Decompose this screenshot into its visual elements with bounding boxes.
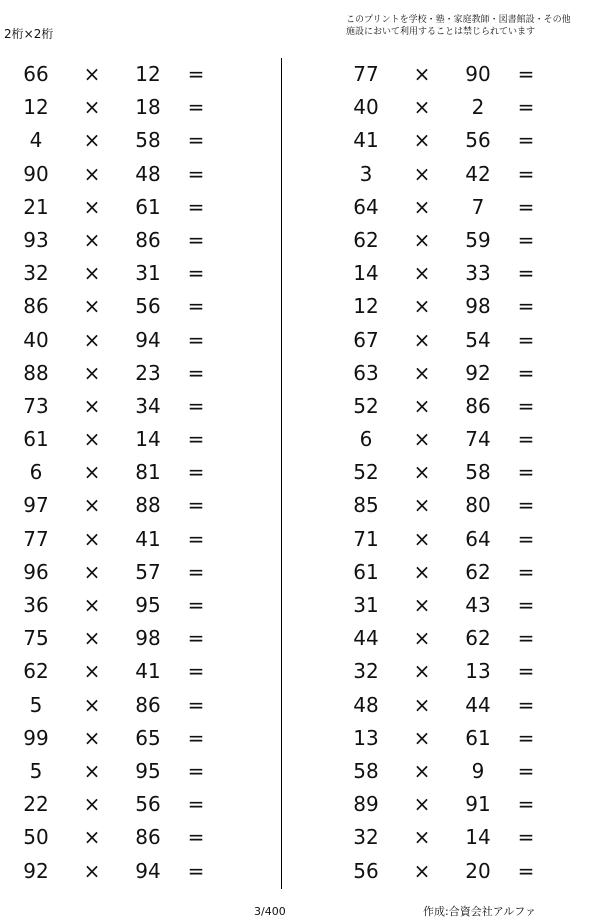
problem-row: [330, 788, 580, 821]
multiplicand: 96: [23, 559, 49, 584]
multiplier: 88: [135, 493, 161, 518]
problem-column-right: [330, 58, 580, 888]
times-sign: ×: [413, 393, 431, 418]
equals-sign: =: [187, 526, 205, 551]
usage-notice-line-1: このプリントを学校・塾・家庭教師・図書館設・その他: [346, 15, 571, 25]
multiplier: 61: [135, 194, 161, 219]
problem-row: [0, 689, 250, 722]
multiplicand: 48: [353, 692, 379, 717]
equals-sign: =: [187, 360, 205, 385]
equals-sign: =: [517, 294, 535, 319]
multiplicand: 52: [353, 460, 379, 485]
times-sign: ×: [83, 559, 101, 584]
multiplier: 90: [465, 62, 491, 86]
problem-row: [330, 290, 580, 323]
multiplicand: 77: [353, 62, 379, 86]
multiplicand: 21: [23, 194, 49, 219]
times-sign: ×: [83, 792, 101, 817]
multiplicand: 41: [353, 128, 379, 153]
times-sign: ×: [413, 460, 431, 485]
multiplier: 31: [135, 261, 161, 286]
multiplier: 48: [135, 161, 161, 186]
multiplier: 61: [465, 725, 491, 750]
times-sign: ×: [83, 659, 101, 684]
times-sign: ×: [83, 858, 101, 883]
equals-sign: =: [187, 858, 205, 883]
times-sign: ×: [83, 493, 101, 518]
multiplicand: 14: [353, 261, 379, 286]
times-sign: ×: [413, 62, 431, 86]
equals-sign: =: [187, 327, 205, 352]
problem-row: [330, 324, 580, 357]
problem-row: [330, 423, 580, 456]
problem-row: [330, 224, 580, 257]
times-sign: ×: [83, 393, 101, 418]
multiplier: 59: [465, 227, 491, 252]
times-sign: ×: [413, 858, 431, 883]
problem-row: [0, 191, 250, 224]
problem-row: [330, 58, 580, 91]
times-sign: ×: [413, 526, 431, 551]
problem-row: [330, 390, 580, 423]
times-sign: ×: [413, 725, 431, 750]
equals-sign: =: [517, 758, 535, 783]
equals-sign: =: [187, 758, 205, 783]
multiplicand: 13: [353, 725, 379, 750]
times-sign: ×: [83, 161, 101, 186]
multiplicand: 32: [353, 659, 379, 684]
worksheet-title: 2桁×2桁: [4, 27, 54, 41]
times-sign: ×: [413, 194, 431, 219]
times-sign: ×: [413, 593, 431, 617]
multiplier: 95: [135, 758, 161, 783]
times-sign: ×: [413, 128, 431, 153]
times-sign: ×: [413, 360, 431, 385]
times-sign: ×: [413, 327, 431, 352]
multiplicand: 31: [353, 593, 379, 617]
multiplier: 94: [135, 858, 161, 883]
equals-sign: =: [517, 327, 535, 352]
multiplier: 74: [465, 427, 491, 452]
problem-row: [0, 423, 250, 456]
multiplicand: 88: [23, 360, 49, 385]
multiplicand: 61: [353, 559, 379, 584]
times-sign: ×: [83, 360, 101, 385]
problem-row: [0, 224, 250, 257]
equals-sign: =: [187, 194, 205, 219]
multiplicand: 5: [29, 758, 43, 783]
multiplicand: 12: [23, 95, 49, 120]
multiplicand: 73: [23, 393, 49, 418]
equals-sign: =: [187, 825, 205, 850]
multiplicand: 62: [23, 659, 49, 684]
multiplier: 58: [135, 128, 161, 153]
multiplier: 94: [135, 327, 161, 352]
times-sign: ×: [83, 294, 101, 319]
problem-row: [0, 755, 250, 788]
multiplier: 56: [135, 294, 161, 319]
multiplier: 43: [465, 593, 491, 617]
multiplier: 56: [465, 128, 491, 153]
equals-sign: =: [187, 294, 205, 319]
multiplier: 86: [135, 692, 161, 717]
multiplicand: 71: [353, 526, 379, 551]
multiplier: 9: [471, 758, 485, 783]
multiplier: 86: [135, 825, 161, 850]
times-sign: ×: [83, 692, 101, 717]
multiplier: 18: [135, 95, 161, 120]
problem-row: [330, 357, 580, 390]
multiplicand: 86: [23, 294, 49, 319]
problem-row: [330, 655, 580, 688]
equals-sign: =: [187, 725, 205, 750]
multiplier: 56: [135, 792, 161, 817]
times-sign: ×: [83, 460, 101, 485]
problem-row: [330, 523, 580, 556]
equals-sign: =: [517, 725, 535, 750]
times-sign: ×: [413, 626, 431, 651]
multiplicand: 97: [23, 493, 49, 518]
equals-sign: =: [187, 427, 205, 452]
multiplicand: 44: [353, 626, 379, 651]
multiplicand: 4: [29, 128, 43, 153]
times-sign: ×: [83, 95, 101, 120]
multiplicand: 67: [353, 327, 379, 352]
equals-sign: =: [517, 526, 535, 551]
problem-row: [330, 124, 580, 157]
multiplier: 62: [465, 559, 491, 584]
problem-row: [0, 124, 250, 157]
equals-sign: =: [187, 559, 205, 584]
problem-row: [330, 556, 580, 589]
times-sign: ×: [413, 261, 431, 286]
equals-sign: =: [517, 161, 535, 186]
problem-row: [0, 523, 250, 556]
equals-sign: =: [187, 593, 205, 617]
multiplier: 7: [471, 194, 485, 219]
times-sign: ×: [413, 559, 431, 584]
multiplier: 23: [135, 360, 161, 385]
multiplier: 81: [135, 460, 161, 485]
multiplicand: 6: [359, 427, 373, 452]
equals-sign: =: [517, 261, 535, 286]
multiplier: 33: [465, 261, 491, 286]
problem-column-left: [0, 58, 250, 888]
multiplier: 14: [465, 825, 491, 850]
problem-row: [330, 191, 580, 224]
multiplier: 13: [465, 659, 491, 684]
problem-row: [0, 58, 250, 91]
times-sign: ×: [83, 825, 101, 850]
times-sign: ×: [413, 95, 431, 120]
equals-sign: =: [517, 128, 535, 153]
multiplier: 95: [135, 593, 161, 617]
multiplicand: 40: [23, 327, 49, 352]
multiplicand: 32: [23, 261, 49, 286]
multiplier: 80: [465, 493, 491, 518]
problem-row: [0, 489, 250, 522]
multiplier: 41: [135, 526, 161, 551]
times-sign: ×: [83, 626, 101, 651]
problem-row: [0, 788, 250, 821]
times-sign: ×: [83, 62, 101, 86]
times-sign: ×: [83, 526, 101, 551]
times-sign: ×: [83, 227, 101, 252]
problem-row: [330, 821, 580, 854]
problem-row: [0, 390, 250, 423]
multiplicand: 5: [29, 692, 43, 717]
multiplier: 14: [135, 427, 161, 452]
multiplier: 41: [135, 659, 161, 684]
equals-sign: =: [517, 825, 535, 850]
equals-sign: =: [517, 792, 535, 817]
multiplier: 62: [465, 626, 491, 651]
times-sign: ×: [83, 194, 101, 219]
times-sign: ×: [83, 261, 101, 286]
problem-row: [330, 91, 580, 124]
equals-sign: =: [187, 393, 205, 418]
equals-sign: =: [187, 62, 205, 86]
times-sign: ×: [83, 327, 101, 352]
multiplicand: 77: [23, 526, 49, 551]
multiplicand: 50: [23, 825, 49, 850]
times-sign: ×: [413, 825, 431, 850]
multiplicand: 6: [29, 460, 43, 485]
problem-row: [0, 722, 250, 755]
equals-sign: =: [187, 792, 205, 817]
multiplier: 64: [465, 526, 491, 551]
multiplicand: 90: [23, 161, 49, 186]
equals-sign: =: [517, 62, 535, 86]
multiplicand: 52: [353, 393, 379, 418]
times-sign: ×: [83, 758, 101, 783]
problem-row: [0, 290, 250, 323]
times-sign: ×: [413, 792, 431, 817]
equals-sign: =: [187, 659, 205, 684]
multiplier: 86: [135, 227, 161, 252]
multiplicand: 66: [23, 62, 49, 86]
multiplicand: 63: [353, 360, 379, 385]
page-number: 3/400: [254, 905, 286, 918]
multiplicand: 64: [353, 194, 379, 219]
problem-row: [330, 689, 580, 722]
equals-sign: =: [517, 692, 535, 717]
usage-notice: [346, 14, 571, 38]
times-sign: ×: [413, 294, 431, 319]
problem-row: [0, 821, 250, 854]
equals-sign: =: [187, 161, 205, 186]
multiplicand: 36: [23, 593, 49, 617]
problem-row: [0, 556, 250, 589]
equals-sign: =: [187, 460, 205, 485]
multiplier: 86: [465, 393, 491, 418]
equals-sign: =: [187, 227, 205, 252]
multiplier: 54: [465, 327, 491, 352]
equals-sign: =: [517, 95, 535, 120]
times-sign: ×: [83, 725, 101, 750]
problem-row: [330, 489, 580, 522]
multiplier: 12: [135, 62, 161, 86]
multiplier: 65: [135, 725, 161, 750]
publisher-credit: 作成:合資会社アルファ: [423, 905, 537, 918]
equals-sign: =: [187, 493, 205, 518]
problem-row: [0, 91, 250, 124]
multiplier: 91: [465, 792, 491, 817]
equals-sign: =: [187, 95, 205, 120]
problem-row: [330, 722, 580, 755]
problem-row: [0, 357, 250, 390]
problem-row: [330, 755, 580, 788]
multiplier: 98: [135, 626, 161, 651]
problem-row: [330, 622, 580, 655]
equals-sign: =: [517, 460, 535, 485]
usage-notice-line-2: 施設において利用することは禁じられています: [346, 27, 536, 37]
equals-sign: =: [517, 593, 535, 617]
problem-row: [330, 257, 580, 290]
problem-row: [0, 589, 250, 622]
times-sign: ×: [413, 758, 431, 783]
problem-row: [0, 456, 250, 489]
equals-sign: =: [517, 227, 535, 252]
multiplier: 57: [135, 559, 161, 584]
multiplicand: 58: [353, 758, 379, 783]
problem-row: [0, 257, 250, 290]
equals-sign: =: [187, 692, 205, 717]
multiplicand: 3: [359, 161, 373, 186]
multiplicand: 12: [353, 294, 379, 319]
multiplicand: 22: [23, 792, 49, 817]
problem-row: [330, 855, 580, 888]
problem-row: [0, 855, 250, 888]
problem-row: [0, 158, 250, 191]
problem-row: [0, 324, 250, 357]
multiplicand: 40: [353, 95, 379, 120]
multiplicand: 89: [353, 792, 379, 817]
multiplier: 92: [465, 360, 491, 385]
problem-row: [330, 456, 580, 489]
multiplier: 98: [465, 294, 491, 319]
equals-sign: =: [517, 427, 535, 452]
multiplicand: 56: [353, 858, 379, 883]
multiplicand: 61: [23, 427, 49, 452]
equals-sign: =: [517, 493, 535, 518]
equals-sign: =: [517, 393, 535, 418]
times-sign: ×: [83, 427, 101, 452]
times-sign: ×: [413, 227, 431, 252]
times-sign: ×: [413, 161, 431, 186]
multiplier: 34: [135, 393, 161, 418]
equals-sign: =: [517, 360, 535, 385]
multiplier: 58: [465, 460, 491, 485]
equals-sign: =: [187, 261, 205, 286]
problem-row: [330, 589, 580, 622]
multiplicand: 75: [23, 626, 49, 651]
equals-sign: =: [517, 858, 535, 883]
equals-sign: =: [187, 128, 205, 153]
multiplicand: 93: [23, 227, 49, 252]
problem-row: [0, 622, 250, 655]
equals-sign: =: [517, 659, 535, 684]
multiplicand: 62: [353, 227, 379, 252]
times-sign: ×: [83, 128, 101, 153]
multiplicand: 85: [353, 493, 379, 518]
multiplier: 20: [465, 858, 491, 883]
times-sign: ×: [413, 427, 431, 452]
multiplicand: 99: [23, 725, 49, 750]
equals-sign: =: [517, 194, 535, 219]
times-sign: ×: [413, 692, 431, 717]
problem-row: [330, 158, 580, 191]
equals-sign: =: [187, 626, 205, 651]
multiplier: 42: [465, 161, 491, 186]
column-divider: [281, 58, 282, 889]
equals-sign: =: [517, 626, 535, 651]
multiplier: 2: [471, 95, 485, 120]
times-sign: ×: [413, 493, 431, 518]
times-sign: ×: [83, 593, 101, 617]
multiplicand: 92: [23, 858, 49, 883]
problem-row: [0, 655, 250, 688]
multiplier: 44: [465, 692, 491, 717]
equals-sign: =: [517, 559, 535, 584]
times-sign: ×: [413, 659, 431, 684]
multiplicand: 32: [353, 825, 379, 850]
